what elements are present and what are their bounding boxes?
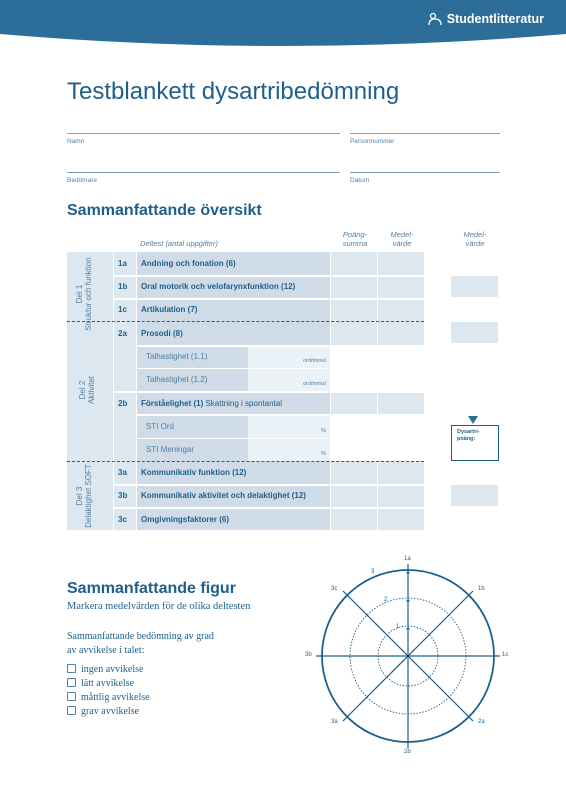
header-band bbox=[0, 0, 566, 70]
row-1b-label: Oral motorik och velofarynxfunktion (12) bbox=[141, 282, 296, 291]
dysartri-box[interactable] bbox=[451, 425, 499, 461]
tick-1 bbox=[407, 628, 410, 630]
dysartri-1: Dysartri- bbox=[457, 429, 480, 435]
del2-label bbox=[78, 345, 102, 435]
col-deltest: Deltest (antal uppgifter) bbox=[140, 239, 218, 248]
datum-label: Datum bbox=[350, 177, 370, 184]
row-3a-num: 3a bbox=[118, 468, 127, 477]
sti-ord-label: STI Ord bbox=[146, 422, 175, 431]
option-latt[interactable] bbox=[67, 678, 134, 689]
ring-label-3: 3 bbox=[371, 569, 375, 575]
page-title: Testblankett dysartribedömning bbox=[67, 78, 400, 105]
radar-diagram bbox=[300, 550, 516, 760]
col-medel-2: värde bbox=[392, 239, 412, 248]
sti-men-input[interactable] bbox=[248, 439, 330, 461]
arrow-down-icon bbox=[468, 416, 478, 424]
col-medel2-2: värde bbox=[465, 239, 485, 248]
tal1-label: Talhastighet (1.1) bbox=[146, 352, 208, 361]
row-2b-label bbox=[141, 399, 282, 408]
col-medelvarde bbox=[380, 230, 424, 248]
name-line[interactable] bbox=[67, 133, 340, 134]
medel-3[interactable] bbox=[451, 485, 498, 506]
del3-label bbox=[75, 451, 105, 541]
row-2b-text: Förståelighet (1) bbox=[141, 399, 204, 408]
option-grav-label: grav avvikelse bbox=[81, 706, 140, 717]
row-1c-num: 1c bbox=[118, 305, 127, 314]
tal2-input[interactable] bbox=[248, 369, 330, 391]
personnummer-label: Personnummer bbox=[350, 138, 395, 145]
sep-3b bbox=[114, 507, 424, 509]
ring-label-1: 1 bbox=[396, 624, 400, 630]
del2-sub: Aktivitet bbox=[87, 376, 96, 405]
col-poangsumma bbox=[333, 230, 377, 248]
tal1-unit: ord/minut bbox=[303, 358, 326, 364]
figure-sub: Markera medelvärden för de olika deltesten bbox=[67, 601, 251, 612]
figure-heading: Sammanfattande figur bbox=[67, 580, 236, 597]
tal2-unit: ord/minut bbox=[303, 381, 326, 387]
row-3c-label: Omgivningsfaktorer (6) bbox=[141, 515, 230, 524]
sti-blank bbox=[331, 416, 424, 461]
grade-2: av avvikelse i talet: bbox=[67, 645, 145, 656]
row-2a-label: Prosodi (8) bbox=[141, 329, 183, 338]
sti-ord-input[interactable] bbox=[248, 416, 330, 438]
col-poang-2: summa bbox=[342, 239, 368, 248]
medel-1[interactable] bbox=[451, 276, 498, 297]
overview-heading: Sammanfattande översikt bbox=[67, 202, 262, 219]
checkbox-icon[interactable] bbox=[67, 692, 76, 701]
option-mattlig[interactable] bbox=[67, 692, 150, 703]
row-3c-num: 3c bbox=[118, 515, 127, 524]
col-medelvarde-2 bbox=[452, 230, 498, 248]
option-ingen[interactable] bbox=[67, 664, 143, 675]
axis-label-3b: 3b bbox=[305, 652, 312, 658]
sti-ord-unit: % bbox=[321, 428, 326, 434]
dashed-del1 bbox=[67, 321, 424, 322]
logo-icon bbox=[428, 12, 442, 26]
sep-1b bbox=[114, 298, 424, 300]
datum-line[interactable] bbox=[350, 172, 500, 173]
row-2a-num: 2a bbox=[118, 329, 127, 338]
grade-text bbox=[67, 630, 214, 658]
checkbox-icon[interactable] bbox=[67, 664, 76, 673]
del2-title: Del 2 bbox=[78, 380, 87, 400]
del3-sub: Delaktighet SOFT bbox=[84, 464, 93, 528]
sep-3a bbox=[114, 484, 424, 486]
tick-3 bbox=[407, 572, 410, 574]
del1-title: Del 1 bbox=[75, 284, 84, 304]
option-ingen-label: ingen avvikelse bbox=[81, 664, 144, 675]
sep-tal2 bbox=[114, 391, 424, 393]
checkbox-icon[interactable] bbox=[67, 678, 76, 687]
axis-label-2b: 2b bbox=[404, 749, 411, 755]
option-latt-label: lätt avvikelse bbox=[81, 678, 135, 689]
tick-2 bbox=[407, 600, 410, 602]
option-mattlig-label: måttlig avvikelse bbox=[81, 692, 150, 703]
sep-1a bbox=[114, 275, 424, 277]
brand-logo bbox=[428, 12, 544, 26]
del1-label bbox=[75, 249, 105, 339]
row-3b-label: Kommunikativ aktivitet och delaktighet (12) bbox=[141, 491, 306, 500]
row-2b-num: 2b bbox=[118, 399, 128, 408]
checkbox-icon[interactable] bbox=[67, 706, 76, 715]
del1-sub: Struktur och funktion bbox=[84, 257, 93, 331]
dysartri-label bbox=[452, 426, 498, 443]
row-1a-label: Andning och fonation (6) bbox=[141, 259, 236, 268]
medel-2[interactable] bbox=[451, 322, 498, 343]
row-3b-num: 3b bbox=[118, 491, 128, 500]
col-medel2-1: Medel- bbox=[463, 230, 487, 239]
row-3a-label: Kommunikativ funktion (12) bbox=[141, 468, 247, 477]
name-label: Namn bbox=[67, 138, 85, 145]
del3-title: Del 3 bbox=[75, 486, 84, 506]
col-medel-1: Medel- bbox=[390, 230, 414, 239]
row-1c-label: Artikulation (7) bbox=[141, 305, 198, 314]
dysartri-2: poäng: bbox=[457, 436, 476, 442]
row-1a-num: 1a bbox=[118, 259, 127, 268]
sti-men-label: STI Meningar bbox=[146, 445, 195, 454]
bedomare-line[interactable] bbox=[67, 172, 340, 173]
axis-label-3c: 3c bbox=[331, 586, 338, 592]
axis-label-2a: 2a bbox=[478, 719, 485, 725]
bedomare-label: Bedömare bbox=[67, 177, 97, 184]
ring-label-2: 2 bbox=[384, 597, 388, 603]
tal-blank bbox=[331, 347, 424, 391]
col-poang-1: Poäng- bbox=[342, 230, 368, 239]
personnummer-line[interactable] bbox=[350, 133, 500, 134]
row-1b-num: 1b bbox=[118, 282, 128, 291]
axis-label-1b: 1b bbox=[478, 586, 485, 592]
grade-1: Sammanfattande bedömning av grad bbox=[67, 631, 214, 642]
sti-men-unit: % bbox=[321, 451, 326, 457]
brand-name: Studentlitteratur bbox=[446, 12, 544, 26]
option-grav[interactable] bbox=[67, 706, 139, 717]
dashed-del2 bbox=[67, 461, 424, 462]
axis-label-1a: 1a bbox=[404, 556, 411, 562]
axis-label-3a: 3a bbox=[331, 719, 338, 725]
row-2b-sub: Skattning i spontantal bbox=[205, 399, 282, 408]
tal2-label: Talhastighet (1.2) bbox=[146, 375, 208, 384]
axis-label-1c: 1c bbox=[502, 652, 509, 658]
